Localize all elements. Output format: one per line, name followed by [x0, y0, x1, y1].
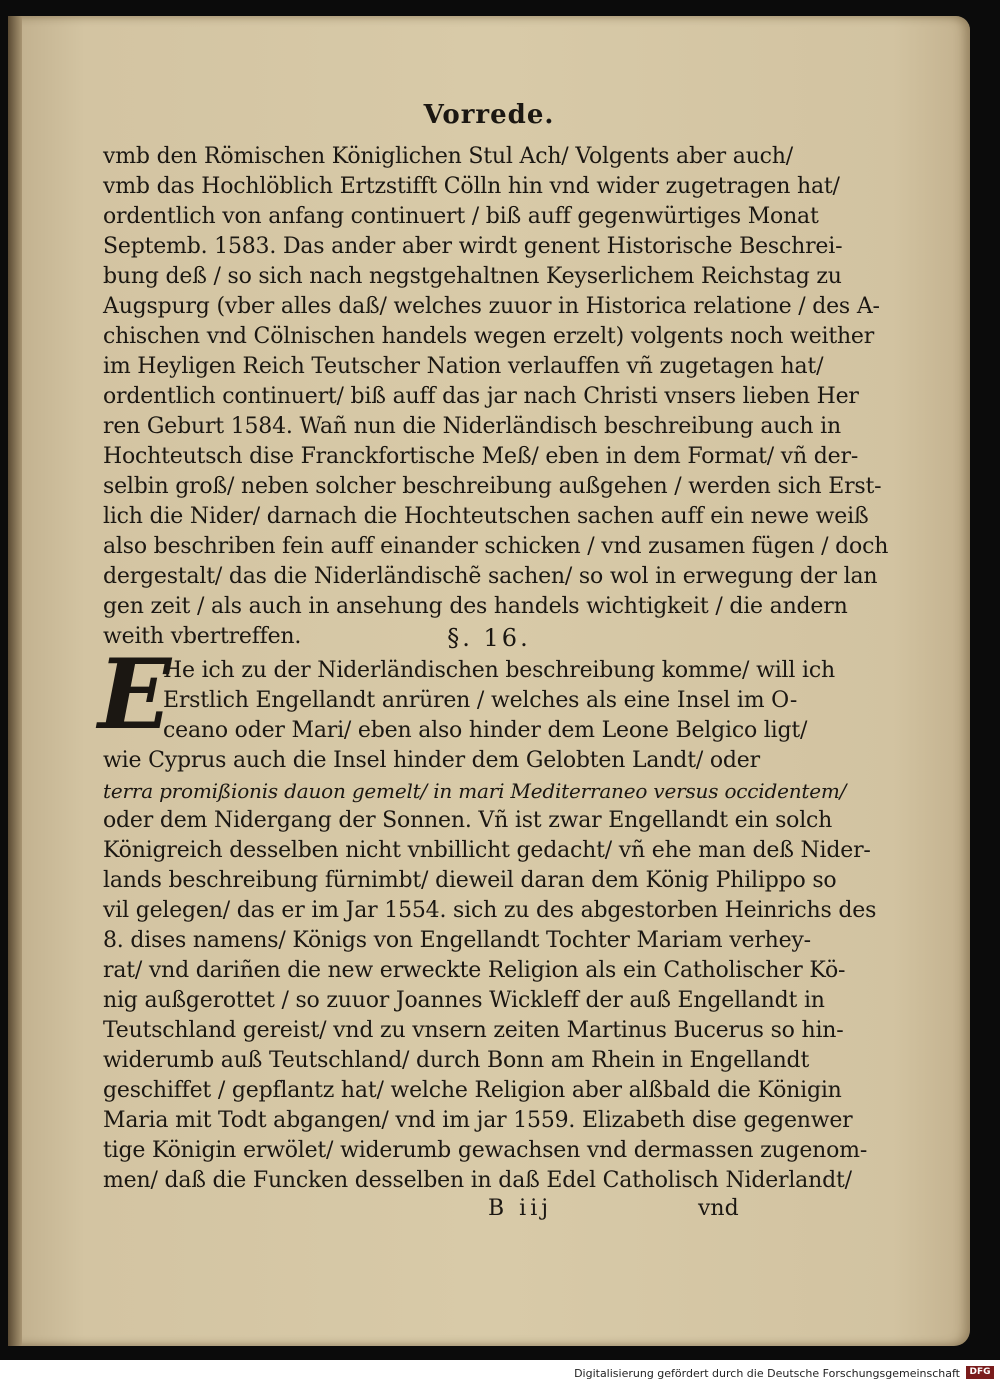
footer-bar	[0, 1360, 1000, 1387]
text-line: ordentlich continuert/ biß auff das jar nach Christi vnsers lieben Her	[103, 384, 859, 409]
text-line: chischen vnd Cölnischen handels wegen erzelt) volgents noch weither	[103, 324, 875, 349]
page-gutter	[8, 16, 22, 1346]
text-line: Maria mit Todt abgangen/ vnd im jar 1559. Elizabeth dise gegenwer	[103, 1108, 853, 1133]
text-line: Erstlich Engellandt anrüren / welches als eine Insel im O-	[163, 688, 798, 713]
text-line: selbin groß/ neben solcher beschreibung außgehen / werden sich Erst-	[103, 474, 882, 499]
text-line: wie Cyprus auch die Insel hinder dem Gelobten Landt/ oder	[103, 748, 760, 773]
text-line: also beschriben fein auff einander schicken / vnd zusamen fügen / doch	[103, 534, 889, 559]
dfg-logo: DFG	[966, 1366, 994, 1379]
text-line: Septemb. 1583. Das ander aber wirdt genent Historische Beschrei-	[103, 234, 843, 259]
text-line: vil gelegen/ das er im Jar 1554. sich zu des abgestorben Heinrichs des	[103, 898, 877, 923]
text-line: nig außgerottet / so zuuor Joannes Wickleff der auß Engellandt in	[103, 988, 825, 1013]
text-line: vmb das Hochlöblich Ertzstifft Cölln hin vnd wider zugetragen hat/	[103, 174, 840, 199]
text-line: He ich zu der Niderländischen beschreibung komme/ will ich	[163, 658, 835, 683]
text-line: Hochteutsch dise Franckfortische Meß/ eben in dem Format/ vñ der-	[103, 444, 859, 469]
section-number: §. 16.	[447, 624, 531, 652]
text-line: ren Geburt 1584. Wañ nun die Niderländisch beschreibung auch in	[103, 414, 841, 439]
funding-credit: Digitalisierung gefördert durch die Deutsche Forschungsgemeinschaft	[574, 1367, 960, 1380]
signature-mark: B iij	[488, 1196, 553, 1221]
text-line: geschiffet / gepflantz hat/ welche Religion aber alßbald die Königin	[103, 1078, 842, 1103]
text-line: terra promißionis dauon gemelt/ in mari Mediterraneo versus occidentem/	[103, 779, 847, 803]
book-page	[8, 16, 970, 1346]
text-line: tige Königin erwölet/ widerumb gewachsen vnd dermassen zugenom-	[103, 1138, 868, 1163]
text-line: ceano oder Mari/ eben also hinder dem Leone Belgico ligt/	[163, 718, 808, 743]
text-line: Teutschland gereist/ vnd zu vnsern zeiten Martinus Bucerus so hin-	[103, 1018, 844, 1043]
text-line: weith vbertreffen.	[103, 624, 302, 649]
text-line: rat/ vnd dariñen die new erweckte Religion als ein Catholischer Kö-	[103, 958, 846, 983]
catchword: vnd	[698, 1196, 739, 1221]
text-line: lands beschreibung fürnimbt/ dieweil daran dem König Philippo so	[103, 868, 837, 893]
text-line: ordentlich von anfang continuert / biß auff gegenwürtiges Monat	[103, 204, 819, 229]
text-line: 8. dises namens/ Königs von Engellandt Tochter Mariam verhey-	[103, 928, 811, 953]
text-line: Königreich desselben nicht vnbillicht gedacht/ vñ ehe man deß Nider-	[103, 838, 871, 863]
text-line: oder dem Nidergang der Sonnen. Vñ ist zwar Engellandt ein solch	[103, 808, 833, 833]
text-line: lich die Nider/ darnach die Hochteutschen sachen auff ein newe weiß	[103, 504, 869, 529]
text-line: im Heyligen Reich Teutscher Nation verlauffen vñ zugetagen hat/	[103, 354, 824, 379]
text-line: bung deß / so sich nach negstgehaltnen Keyserlichem Reichstag zu	[103, 264, 842, 289]
text-line: gen zeit / als auch in ansehung des handels wichtigkeit / die andern	[103, 594, 848, 619]
text-line: vmb den Römischen Königlichen Stul Ach/ Volgents aber auch/	[103, 144, 793, 169]
text-line: Augspurg (vber alles daß/ welches zuuor in Historica relatione / des A-	[103, 294, 880, 319]
text-line: widerumb auß Teutschland/ durch Bonn am Rhein in Engellandt	[103, 1048, 810, 1073]
running-header: Vorrede.	[423, 100, 555, 130]
text-line: men/ daß die Funcken desselben in daß Edel Catholisch Niderlandt/	[103, 1168, 852, 1193]
drop-cap-initial: E	[98, 638, 172, 751]
text-line: dergestalt/ das die Niderländischẽ sachen/ so wol in erwegung der lan	[103, 564, 878, 589]
